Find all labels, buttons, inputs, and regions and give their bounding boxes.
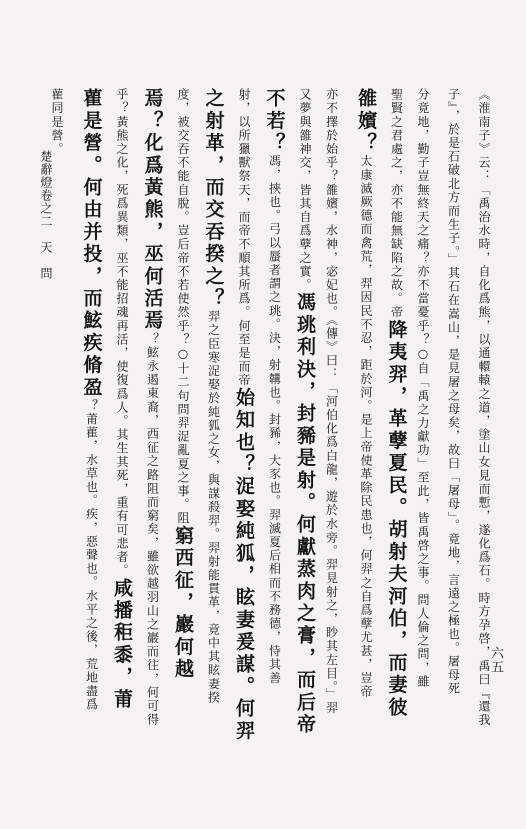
text-column: 射，以所獵獸祭天，而帝不順其所爲。何至是而帝始知也？浞娶純狐，眩妻爰謀。何羿 xyxy=(233,88,255,743)
text-column: 子』，於是石破北方而生子。」其石在嵩山，是見屠之母矣，故曰「屠母」。竟地，言遠之極也。屠母死 xyxy=(446,88,461,696)
text-column: 雒嬪？太康滅厥德而禽荒，羿因民不忍，距於河。是上帝使革除民患也，何羿之自爲孽尤甚，豈帝 xyxy=(355,88,377,699)
text-column: 《淮南子》云：「禹治水時，自化爲熊，以通轘轅之道，塗山女見而慙，遂化爲石。時方孕啓，禹曰『還我 xyxy=(477,88,491,728)
text-column: 分竟地，勤子豈無終天之痛？亦不當憂乎？○自「禹之力獻功」至此，皆禹啓之事。問人倫之問，雖 xyxy=(416,88,430,689)
text-column: 又夢與雒神交，皆其自爲孽之實。馮珧利決，封豨是射。何獻蒸肉之膏，而后帝 xyxy=(294,88,316,736)
text-column: 聖賢之君處之，亦不能無缺陷之故。帝降夷羿，革孽夏民。胡射夫河伯，而妻彼 xyxy=(385,88,408,719)
text-column: 雚同是營。 xyxy=(50,88,64,156)
book-title-footer: 楚辭燈卷之二 天 問 xyxy=(39,150,53,280)
text-column: 度，被交吞不能自脫。豈后帝不若使然乎？○十二句問羿浞亂夏之事。阻窮西征，巖何越 xyxy=(172,88,194,681)
page-number: 六五 xyxy=(488,646,503,674)
text-column: 焉？化爲黃熊，巫何活焉？鮌永遏東裔，西征之路阻而窮矣，雖欲越羽山之巖而往，何可得 xyxy=(141,88,164,727)
text-column: 之射革，而交吞揆之？羿之臣寒浞娶於純狐之女，與謀殺羿。羿射能貫革，竟中其眩妻揆 xyxy=(202,88,225,705)
text-column: 不若？馮，挾也。弓以蜃者謂之珧。決，射韝也。封豨，大豕也。羿滅夏后相而不務德，恃其善 xyxy=(263,88,286,686)
text-column: 亦不擇於始乎？雒嬪，水神，宓妃也。《傳》曰：「河伯化爲白龍，遊於水旁。羿見射之，眇其左目。」羿 xyxy=(324,88,339,716)
text-column: 雚是營。何由并投，而鮌疾脩盈？莆雚，水草也。疾，惡聲也。水平之後，荒地盡爲 xyxy=(80,88,103,712)
text-column: 乎？黃熊之化，死爲異類，巫不能招魂再活，使復爲人。其生其死，重有可悲者。咸播秬黍，莆 xyxy=(111,88,133,711)
